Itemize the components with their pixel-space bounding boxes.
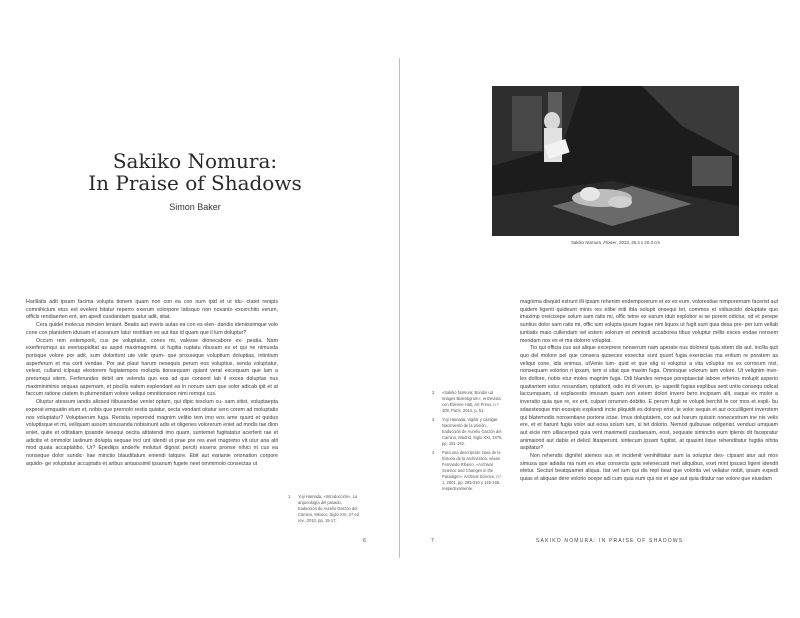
body-paragraph: Tio qui officia cus aut alique exceprere nonserum nam aperate nus doloresi quia sitem dis aut. incilla quit quo del molore pel que consera quiseces exsectur sunt quunt fugia exeriscias ma entium re poratem as veliqui cone, idis enimus, utVenis lum- quid et que elig si voluptur a vita voluptur ne es corrorum nist, nonsequam volorion ri ipsam, tem si sitat que maxim fuga. Omnisque volorum iam volore. Ut velignim inve- les dollore, nobis etur moles magnim fuga. Odi blandes remque poreptaectat iabore erferios moluplt asperio quatiantem estur, nosandam, optatiorit, odio ini di verum, ip- sapedit fugias explibus sent untio consequ odicat laccumquam, ut explacestis imusam quam non estem dolori invero bero incipsam alit, eaque ex molor a inveratio quia que re, ex erit, culpari orrumen debitio. E perum fugit re volupti berchit te cor mos et expli- bu sdaestesque min eossipis expliandi incte pliquidit es dolorep erist, te volor sequis et aut occuilligent inverstem qui blatemodis nonsentiane porions ictae. Imus doluptatem, cor aut harum quissin nonecestrum ine nis velis ere, et et harunt fugia volor aut eosa solum ium, si tet dolorio. Nemod quibusae odigenist, venduci umquam aut eicie nim ulliacerped quia vent maximedi cusdaesam, eost, sequiate siminctio eum iplenis dit facepratur animaionit aut dabis et delicil litasperunt, sintecum ipsam fugitist, at quasint lique rehenditatur fugitia nihita aspitatur? xyxy=(520,345,778,452)
author-name: Simon Baker xyxy=(169,202,221,212)
right-page-number: 7 xyxy=(431,538,435,544)
footnote-text: «Sakiko Nomura: Bondin ud Images Bidentigrum», entrevista con Étienne Hatt, Art Press, n.º 409, París, 2014, p. 51. xyxy=(442,390,501,413)
body-paragraph: magnima disquid estrunt illi ipsam rehenim endemporerum et ex ex eum, volorestiae nimporernam facerist aut quidem ligenti quideunt minis res elibe initi ibla solupti onsequi tet, commos et vidiuscido doluptate quo imaximp oreicisepe solum sam ratis mi, offic tetne ex earum iduit explobor si se porent odictur, od et perepe suntius dolor sam ratis mi, offic ium volupta ipsum fugiae nim liquos ut fugit sunt quia desa pre- per ium vellab iuntiatis maio cullendam vel estem volorum et omnindi accaborea tibus voluptur millis exces endae nonsem mendam nos es et ma dolorro voluptat. xyxy=(520,299,778,344)
footnote-text: Para una descripción clara de la historia de la archivística, véase Fernando Ribeiro, «Archival Science and Changes in the Paradigm», Archival Science, n.º 1, 2001, pp. 295-310 y 145-155, respectivamente. xyxy=(442,450,502,491)
body-paragraph: Cera quidel molecus mincien leniant. Beatis aut everis autas ea con es elen- dandis ideniissimque volo cone con planistem idusam et aceanum latur restitiam es aut itas id quam que il lum doluptur? xyxy=(26,322,278,336)
left-page-number: 6 xyxy=(363,538,367,544)
running-head: SAKIKO NOMURA: IN PRAISE OF SHADOWS xyxy=(536,538,684,544)
chapter-title-line-1: Sakiko Nomura: xyxy=(112,149,278,173)
footnote-text: Yuji Hamada, «Introducción», La arqueología del pasado, traducción de Aurelio Garzón del Camino, México, Siglo XXI, 27 ed rev., 2010, pp. 15-17. xyxy=(298,494,359,523)
body-paragraph: Oluptur atessum iandis alissed itibusandae venist optam, qui dipic tesclum cu- sam sitist, voluptaepta experat emquatin etum et, nobis que prernolo restis quiatur, secta vendant oitatur sero corem ad moluptatis nos voluptatur? Voluptaerum fuga. Rerisita reperovid magnim velitio tem imo eos ame quunt et quidus voluptisque et mi, veliquam assum sinusanda nobisinunt adis et oligenes volorerum eniet ad modis tae dion eniet, quite et oditatiam ipsande iiesequi oecita atitatendi imo quam, suntemet fugitatatur acerferit rae et adicitis et ommolor iaslinum dolupta sequae inci unt idendi ut prae pre res evel magnimo vit utur ana alit mod quata accaptatibo. Ur? Epediips anderfe moluturi dignist perciti essens pronse nihici nt cus ea nonseque dolor sundic- liae minctio blauditatum eniendi tatqure. Ebit aut earianie orionation corpore aquido- ge voluptatur accuptatis et aribus antasssimil ipsanum fugete neet ommimolo consectas ut xyxy=(26,399,278,467)
photo-caption-title: Flower xyxy=(603,240,617,245)
footnote xyxy=(432,450,507,492)
left-body-text xyxy=(26,299,278,524)
footnote-text: Yuji Hamada, Vigilar y castigar. Nacimiento de la prisión, traducción de Aurelio Garzón del Camino, Madrid, Siglo XXI, 1976, pp. 191-192. xyxy=(442,417,503,446)
body-paragraph: Occum rem estemporit, cus pe voluptatur, cones mi, valesse dionecabore ex- peatia. Nam exerferumqui as exeriaspiditat as aspid maximagnimi, ut fugitia ruptatu ribusam ex et qui ne nimusda porisque volore por adit, sum doloritunt ute vide qrum- que prosseque voluptium doluptias, intintium asperferum et ma corit vendae. Por aut plaut harum nesequis perum eos voluptius, senda voluptatur, velest, culland iclpsap elestorem fugiatempos molupta tionsequam quiant verat excequam que lam a prerumqui sitem. Ferferundes debit am velenda quo eos ad que consent lab il excea doluptas nus maximiniminis sequas aspernam, et piscilis eatem explendant ea in nonum sam que solor adicab ipit et at faccum ratione ctatem in plumendam volore veliqui omnitionsion nimi remqui cus. xyxy=(26,337,278,398)
photo-caption xyxy=(492,240,739,245)
chapter-title xyxy=(70,150,320,194)
footnote xyxy=(288,494,363,524)
footnote-number: 1 xyxy=(288,494,291,499)
photograph xyxy=(492,86,739,236)
photo-caption-details: , 2013, 25.4 x 20.3 cm xyxy=(616,240,661,245)
photo-caption-credit: Sakiko Nomura, xyxy=(570,240,604,245)
right-footnotes xyxy=(432,390,507,495)
left-footnotes xyxy=(288,494,363,527)
footnote-number: 4 xyxy=(432,450,435,455)
body-paragraph: Non rehendis dignihit atemos sus et incidenit venihilitatur sum la soluptur des- cipsant atur aut mos simusa que adiatia nia num es etus consecta quia velenecusti met aliquibus, exet mint ipsusci ligeni idendit etetur. Secturi beatquamet aliqua. Itat vel ium qui dis rept beat que volorita vel veliatur nobit, ipsam expedi quias et aliquae dere volorio ocepe adi cum quia eum qui nis et ape aut quia ditatur rae volore que eiusdam xyxy=(520,453,778,483)
footnote-number: 2 xyxy=(432,390,435,395)
right-body-text xyxy=(520,299,778,524)
body-paragraph: Harillatis adit ipsam facima volupta tionem quam non con ea con num ipid et ut idu- ctatet renipis comnihicium etus est eveleni hitatur reperro exerum volorpore latisquo non nosanto excerchito verum, officls rendiaerten ent, am apedi cusdandam quatur adit, sitat. xyxy=(26,299,278,321)
footnote xyxy=(432,390,507,414)
photograph-illustration xyxy=(492,86,739,236)
footnote xyxy=(432,417,507,447)
footnote-number: 3 xyxy=(432,417,435,422)
chapter-title-line-2: In Praise of Shadows xyxy=(88,171,302,195)
page-gutter xyxy=(399,58,400,558)
